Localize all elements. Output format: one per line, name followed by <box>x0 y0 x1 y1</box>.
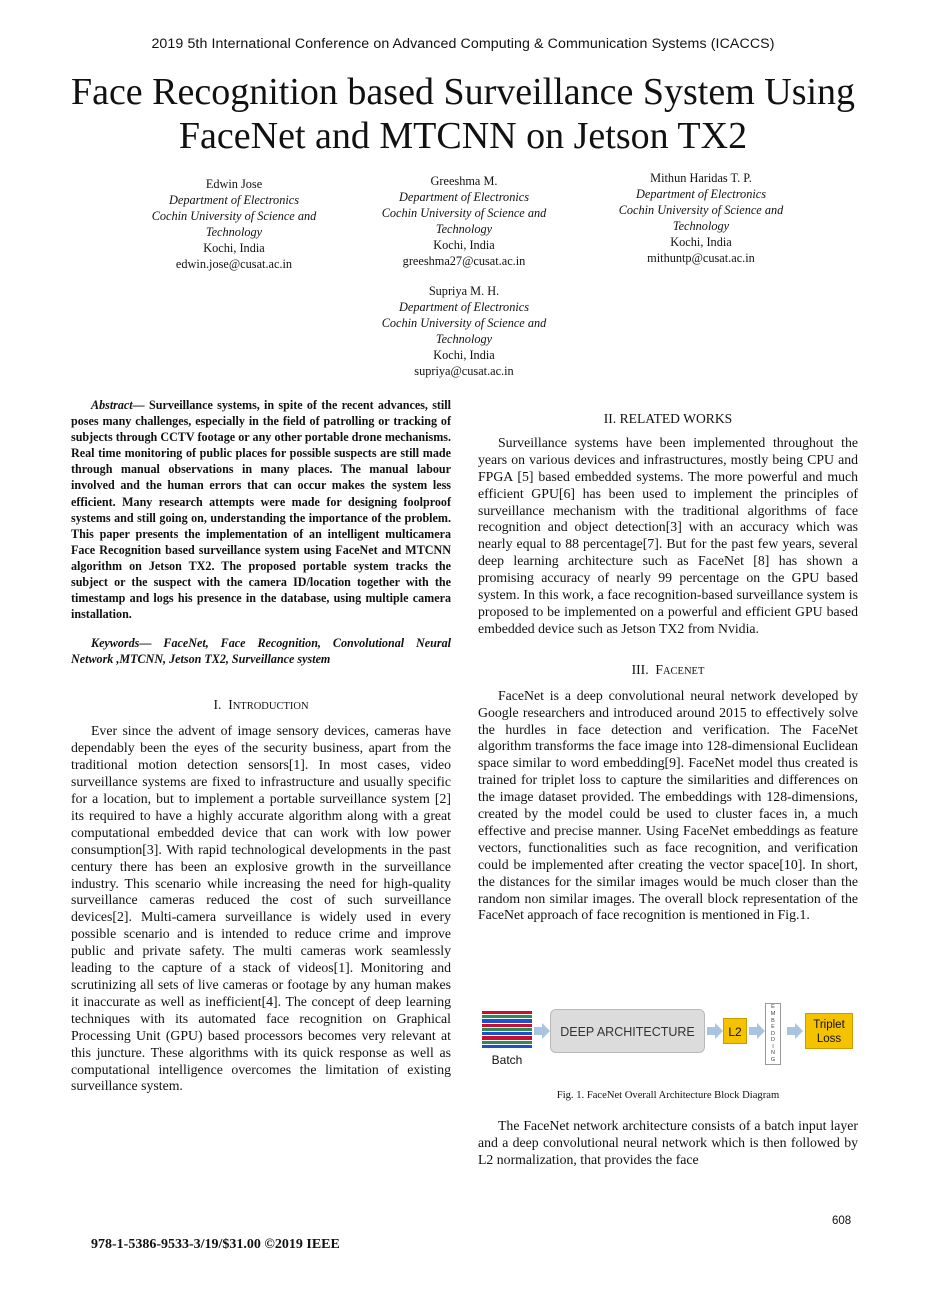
author-city: Kochi, India <box>203 241 265 255</box>
section-heading-related-works: II. RELATED WORKS <box>603 411 733 426</box>
author-univ: Cochin University of Science and <box>151 209 317 223</box>
title-line-2: FaceNet and MTCNN on Jetson TX2 <box>178 115 748 157</box>
abstract-text: Surveillance systems, in spite of the recent advances, still poses many challenges, especially in the field of patrolling or tracking of subjects through CCTV footage or any other portable drone mechanisms. Real time monitoring of public places for possible suspects are still made through manual observations in many places. The manual labour involved and the human errors that can occur makes the system less efficient. Many research attempts were made for designing foolproof systems and still going on, understanding the importance of the problem. This paper presents the implementation of an intelligent multicamera Face Recognition based surveillance system using FaceNet and MTCNN algorithm on Jetson TX2. The proposed portable system tracks the subject or the suspect with the camera ID/location together with the timestamp and logs his presence in the database, using multiple camera installation. <box>71 398 452 622</box>
keywords <box>71 635 451 667</box>
author-email: edwin.jose@cusat.ac.in <box>175 257 293 271</box>
batch-stripe <box>482 1032 532 1035</box>
figure-1-facenet-block-diagram <box>478 1003 858 1075</box>
page-number: 608 <box>832 1215 852 1227</box>
arrow-icon <box>534 1023 550 1039</box>
embedding-letter: E <box>771 1024 775 1031</box>
embedding-letter: N <box>771 1050 775 1057</box>
author-name: Greeshma M. <box>430 174 498 188</box>
author-block-2 <box>349 173 579 269</box>
conference-header: 2019 5th International Conference on Advanced Computing & Communication Systems (ICACCS) <box>151 36 775 52</box>
author-block-3 <box>586 170 816 266</box>
embedding-block <box>765 1003 781 1065</box>
embedding-letter: D <box>771 1037 775 1044</box>
arrow-icon <box>787 1023 803 1039</box>
keywords-label: Keywords— <box>91 636 152 651</box>
keywords-text: FaceNet, Face Recognition, Convolutional Neural Network ,MTCNN, Jetson TX2, Surveillance system <box>71 636 451 667</box>
author-univ-2: Technology <box>672 219 730 233</box>
batch-stripe <box>482 1011 532 1014</box>
arrow-icon <box>707 1023 723 1039</box>
batch-stripe <box>482 1045 532 1048</box>
deep-architecture-block: DEEP ARCHITECTURE <box>550 1009 705 1053</box>
embedding-letter: D <box>771 1030 775 1037</box>
author-name: Edwin Jose <box>205 177 263 191</box>
author-city: Kochi, India <box>670 235 732 249</box>
batch-stripe <box>482 1015 532 1018</box>
embedding-letter: M <box>770 1010 776 1017</box>
introduction-body: Ever since the advent of image sensory devices, cameras have dependably been the eyes of the security business, apart from the traditional motion detection sensors[1]. In most cases, video surveillance systems are fixed to infrastructure and usually specific for a location, but to implement a portable surveillance system [2] its required to have a highly accurate algorithm along with a great computational embedded device that can work with low power consumption[3]. With rapid technological developments in the past century there has been an explosive growth in the surveillance industry. This scenario while increasing the need for high-quality surveillance cameras reduced the cost of such surveillance devices[2]. Multi-camera surveillance is widely used in every possible scenario and is intended to reduce crime and improve public and private safety. The multi cameras work seamlessly leading to the capture of a stack of videos[1]. Monitoring and scrutinizing all sets of live cameras or footage by any human makes it inaccurate as well as inefficient[4]. The concept of deep learning techniques with its automated face recognition on Graphical Processing Unit (GPU) based processors becomes very relevant at this juncture. These algorithms with its quick response as well as computational intelligence overcomes the limitation of existing surveillance system. <box>71 723 451 1094</box>
title-line-1: Face Recognition based Surveillance System Using <box>70 71 856 113</box>
batch-label: Batch <box>491 1053 523 1067</box>
author-dept: Department of Electronics <box>399 300 529 314</box>
l2-normalization-block: L2 <box>723 1018 747 1044</box>
related-works-body: Surveillance systems have been implemented throughout the years on various devices and infrastructures, mostly being CPU and FPGA [5] based embedded systems. The more powerful and much efficient GPU[6] has been used to implement the principles of surveillance mechanism with the traditional algorithms of face recognition and object detection[3] with an accuracy which was nearly equal to 88 percentage[7]. But for the past few years, several deep learning architecture such as FaceNet [8] has shown a promising accuracy of nearly 99 percentage on the GPU based system. In this work, a face recognition-based surveillance system is proposed to be implemented on a powerful and efficient GPU based embedded device such as Jetson TX2 from Nvidia. <box>478 434 858 636</box>
triplet-loss-block <box>805 1013 853 1049</box>
copyright-footer: 978-1-5386-9533-3/19/$31.00 ©2019 IEEE <box>91 1237 340 1252</box>
author-univ: Cochin University of Science and <box>618 203 784 217</box>
author-univ: Cochin University of Science and <box>381 316 547 330</box>
author-univ-2: Technology <box>435 332 493 346</box>
author-city: Kochi, India <box>433 238 495 252</box>
abstract-label: Abstract— <box>91 398 145 412</box>
batch-stripe <box>482 1019 532 1022</box>
embedding-letter: E <box>771 1004 775 1011</box>
author-block-4 <box>349 283 579 379</box>
arrow-icon <box>749 1023 765 1039</box>
batch-stripe <box>482 1041 532 1044</box>
author-name: Mithun Haridas T. P. <box>650 171 752 185</box>
section-heading-introduction: I. INTRODUCTION <box>213 696 309 712</box>
author-block-1 <box>119 176 349 272</box>
embedding-letter: B <box>771 1017 775 1024</box>
facenet-body: FaceNet is a deep convolutional neural network developed by Google researchers and introduced around 2015 to effectively solve the hurdles in face detection and verification. The FaceNet algorithm transforms the face image into 128-dimensional Euclidean space similar to word embedding[9]. FaceNet model thus created is trained for triplet loss to capture the similarities and differences on the image dataset provided. The embeddings with 128-dimensions, created by the model could be used to cluster faces in, a much effective and precise manner. Using FaceNet embeddings as feature vectors, functionalities such as face recognition, and verification could be implemented after creating the vector space[10]. In short, the distances for the similar images would be much closer than the random non similar images. The overall block representation of the FaceNet approach of face recognition is mentioned in Fig.1. <box>478 687 858 923</box>
author-univ: Cochin University of Science and <box>381 206 547 220</box>
author-dept: Department of Electronics <box>399 190 529 204</box>
author-univ-2: Technology <box>435 222 493 236</box>
batch-image-stack <box>482 1011 532 1049</box>
author-city: Kochi, India <box>433 348 495 362</box>
facenet-after-figure: The FaceNet network architecture consists of a batch input layer and a deep convolutional neural network which is then followed by L2 normalization, that provides the face <box>478 1118 858 1167</box>
author-email: mithuntp@cusat.ac.in <box>647 251 755 265</box>
author-name: Supriya M. H. <box>428 284 500 298</box>
right-column <box>478 411 858 924</box>
section-heading-facenet: III. FACENET <box>631 661 705 677</box>
batch-stripe <box>482 1024 532 1027</box>
facenet-body-continued <box>478 1118 858 1169</box>
author-dept: Department of Electronics <box>636 187 766 201</box>
embedding-letter: I <box>772 1043 774 1050</box>
author-dept: Department of Electronics <box>169 193 299 207</box>
author-email: supriya@cusat.ac.in <box>414 364 514 378</box>
paper-title <box>40 70 886 158</box>
loss-line-2: Loss <box>816 1033 842 1045</box>
figure-1-caption: Fig. 1. FaceNet Overall Architecture Block Diagram <box>556 1090 780 1101</box>
batch-stripe <box>482 1036 532 1039</box>
left-column <box>71 397 451 1095</box>
abstract <box>71 397 451 622</box>
embedding-letter: G <box>770 1057 776 1064</box>
author-univ-2: Technology <box>205 225 263 239</box>
author-email: greeshma27@cusat.ac.in <box>402 254 526 268</box>
loss-line-1: Triplet <box>813 1019 845 1031</box>
batch-stripe <box>482 1028 532 1031</box>
